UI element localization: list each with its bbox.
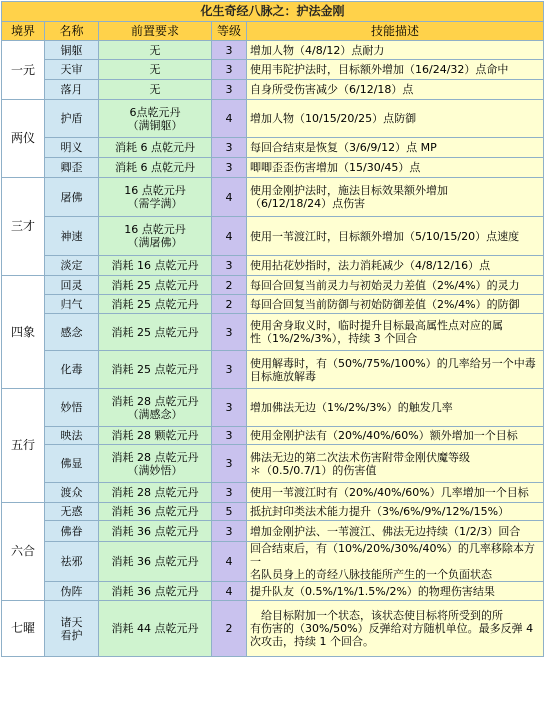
- header-name: 名称: [45, 22, 99, 41]
- realm-cell: 两仪: [2, 100, 45, 178]
- table-title: 化生奇经八脉之：护法金刚: [2, 2, 544, 22]
- table-row: [2, 427, 544, 445]
- level-cell: 3: [212, 138, 247, 158]
- description-cell: 每回合回复当前灵力与初始灵力差值（2%/4%）的灵力: [247, 276, 544, 295]
- description-cell: 增加人物（4/8/12）点耐力: [247, 41, 544, 60]
- description-cell: 提升队友（0.5%/1%/1.5%/2%）的物理伤害结果: [247, 582, 544, 601]
- skill-name-cell: 铜躯: [45, 41, 99, 60]
- description-cell: 使用舍身取义时，临时提升目标最高属性点对应的属 性（1%/2%/3%），持续 3 个回合: [247, 314, 544, 351]
- description-cell: 回合结束后，有（10%/20%/30%/40%）的几率移除本方一 名队员身上的奇经八脉技能所产生的一个负面状态: [247, 542, 544, 582]
- skill-name-cell: 佛眷: [45, 521, 99, 542]
- header-realm: 境界: [2, 22, 45, 41]
- table-row: [2, 389, 544, 427]
- table-row: [2, 582, 544, 601]
- level-cell: 5: [212, 503, 247, 521]
- skill-name-cell: 护盾: [45, 100, 99, 138]
- level-cell: 4: [212, 542, 247, 582]
- requirement-cell: 无: [99, 60, 212, 80]
- level-cell: 4: [212, 217, 247, 256]
- level-cell: 2: [212, 601, 247, 657]
- table-row: [2, 445, 544, 483]
- requirement-cell: 无: [99, 41, 212, 60]
- skill-name-cell: 神速: [45, 217, 99, 256]
- level-cell: 3: [212, 158, 247, 178]
- skill-name-cell: 佛显: [45, 445, 99, 483]
- header-requirement: 前置要求: [99, 22, 212, 41]
- requirement-cell: 消耗 28 颗乾元丹: [99, 427, 212, 445]
- requirement-cell: 消耗 25 点乾元丹: [99, 314, 212, 351]
- requirement-cell: 16 点乾元丹 （满屠佛）: [99, 217, 212, 256]
- description-cell: 使用韦陀护法时，目标额外增加（16/24/32）点命中: [247, 60, 544, 80]
- skill-name-cell: 化毒: [45, 351, 99, 389]
- table-row: [2, 276, 544, 295]
- requirement-cell: 6点乾元丹 （满铜躯）: [99, 100, 212, 138]
- skill-sheet: [1, 1, 543, 726]
- header-level: 等级: [212, 22, 247, 41]
- description-cell: 增加佛法无边（1%/2%/3%）的触发几率: [247, 389, 544, 427]
- description-cell: 唧唧歪歪伤害增加（15/30/45）点: [247, 158, 544, 178]
- description-cell: 抵抗封印类法术能力提升（3%/6%/9%/12%/15%）: [247, 503, 544, 521]
- requirement-cell: 消耗 36 点乾元丹: [99, 582, 212, 601]
- requirement-cell: 消耗 44 点乾元丹: [99, 601, 212, 657]
- description-cell: 佛法无边的第二次法术伤害附带金刚伏魔等级 ＊（0.5/0.7/1）的伤害值: [247, 445, 544, 483]
- requirement-cell: 消耗 6 点乾元丹: [99, 138, 212, 158]
- realm-cell: 三才: [2, 178, 45, 276]
- description-cell: 使用解毒时，有（50%/75%/100%）的几率给另一个中毒 目标施放解毒: [247, 351, 544, 389]
- table-row: [2, 80, 544, 100]
- level-cell: 4: [212, 582, 247, 601]
- requirement-cell: 消耗 25 点乾元丹: [99, 351, 212, 389]
- requirement-cell: 消耗 36 点乾元丹: [99, 503, 212, 521]
- table-row: [2, 542, 544, 582]
- requirement-cell: 消耗 28 点乾元丹: [99, 483, 212, 503]
- table-row: [2, 138, 544, 158]
- table-row: [2, 41, 544, 60]
- table-row: [2, 217, 544, 256]
- description-cell: 使用一苇渡江时，目标额外增加（5/10/15/20）点速度: [247, 217, 544, 256]
- level-cell: 3: [212, 389, 247, 427]
- table-row: [2, 503, 544, 521]
- description-cell: 给目标附加一个状态，该状态使目标将所受到的所 有伤害的（30%/50%）反弹给对方随机单位。最多反弹 4 次攻击，持续 1 个回合。: [247, 601, 544, 657]
- skill-name-cell: 回灵: [45, 276, 99, 295]
- description-cell: 增加人物（10/15/20/25）点防御: [247, 100, 544, 138]
- level-cell: 3: [212, 256, 247, 276]
- table-row: [2, 521, 544, 542]
- skill-name-cell: 卿歪: [45, 158, 99, 178]
- level-cell: 3: [212, 521, 247, 542]
- description-cell: 使用金刚护法有（20%/40%/60%）额外增加一个目标: [247, 427, 544, 445]
- requirement-cell: 无: [99, 80, 212, 100]
- skill-name-cell: 映法: [45, 427, 99, 445]
- skill-table: [1, 1, 544, 657]
- level-cell: 3: [212, 314, 247, 351]
- skill-name-cell: 祛邪: [45, 542, 99, 582]
- level-cell: 3: [212, 427, 247, 445]
- realm-cell: 一元: [2, 41, 45, 100]
- table-row: [2, 158, 544, 178]
- description-cell: 增加金刚护法、一苇渡江、佛法无边持续（1/2/3）回合: [247, 521, 544, 542]
- level-cell: 3: [212, 80, 247, 100]
- header-description: 技能描述: [247, 22, 544, 41]
- level-cell: 3: [212, 41, 247, 60]
- description-cell: 每回合回复当前防御与初始防御差值（2%/4%）的防御: [247, 295, 544, 314]
- skill-name-cell: 渡众: [45, 483, 99, 503]
- level-cell: 4: [212, 178, 247, 217]
- description-cell: 使用拈花妙指时，法力消耗减少（4/8/12/16）点: [247, 256, 544, 276]
- requirement-cell: 消耗 25 点乾元丹: [99, 276, 212, 295]
- requirement-cell: 消耗 16 点乾元丹: [99, 256, 212, 276]
- requirement-cell: 16 点乾元丹 （需学满）: [99, 178, 212, 217]
- level-cell: 3: [212, 483, 247, 503]
- skill-name-cell: 感念: [45, 314, 99, 351]
- table-row: [2, 351, 544, 389]
- level-cell: 3: [212, 60, 247, 80]
- level-cell: 3: [212, 445, 247, 483]
- realm-cell: 六合: [2, 503, 45, 601]
- level-cell: 4: [212, 100, 247, 138]
- level-cell: 3: [212, 351, 247, 389]
- level-cell: 2: [212, 276, 247, 295]
- skill-name-cell: 淡定: [45, 256, 99, 276]
- description-cell: 使用金刚护法时，施法目标效果额外增加 （6/12/18/24）点伤害: [247, 178, 544, 217]
- requirement-cell: 消耗 28 点乾元丹 （满感念）: [99, 389, 212, 427]
- table-row: [2, 100, 544, 138]
- realm-cell: 七曜: [2, 601, 45, 657]
- table-row: [2, 314, 544, 351]
- realm-cell: 四象: [2, 276, 45, 389]
- skill-name-cell: 明义: [45, 138, 99, 158]
- table-row: [2, 601, 544, 657]
- requirement-cell: 消耗 6 点乾元丹: [99, 158, 212, 178]
- description-cell: 自身所受伤害减少（6/12/18）点: [247, 80, 544, 100]
- skill-name-cell: 无惑: [45, 503, 99, 521]
- requirement-cell: 消耗 28 点乾元丹 （满妙悟）: [99, 445, 212, 483]
- skill-name-cell: 归气: [45, 295, 99, 314]
- table-row: [2, 178, 544, 217]
- description-cell: 使用一苇渡江时有（20%/40%/60%）几率增加一个目标: [247, 483, 544, 503]
- skill-name-cell: 天审: [45, 60, 99, 80]
- skill-name-cell: 屠佛: [45, 178, 99, 217]
- table-row: [2, 483, 544, 503]
- description-cell: 每回合结束是恢复（3/6/9/12）点 MP: [247, 138, 544, 158]
- table-row: [2, 256, 544, 276]
- skill-name-cell: 落月: [45, 80, 99, 100]
- skill-name-cell: 诸天 看护: [45, 601, 99, 657]
- requirement-cell: 消耗 36 点乾元丹: [99, 542, 212, 582]
- table-row: [2, 295, 544, 314]
- skill-name-cell: 伪阵: [45, 582, 99, 601]
- requirement-cell: 消耗 36 点乾元丹: [99, 521, 212, 542]
- requirement-cell: 消耗 25 点乾元丹: [99, 295, 212, 314]
- skill-name-cell: 妙悟: [45, 389, 99, 427]
- realm-cell: 五行: [2, 389, 45, 503]
- level-cell: 2: [212, 295, 247, 314]
- table-row: [2, 60, 544, 80]
